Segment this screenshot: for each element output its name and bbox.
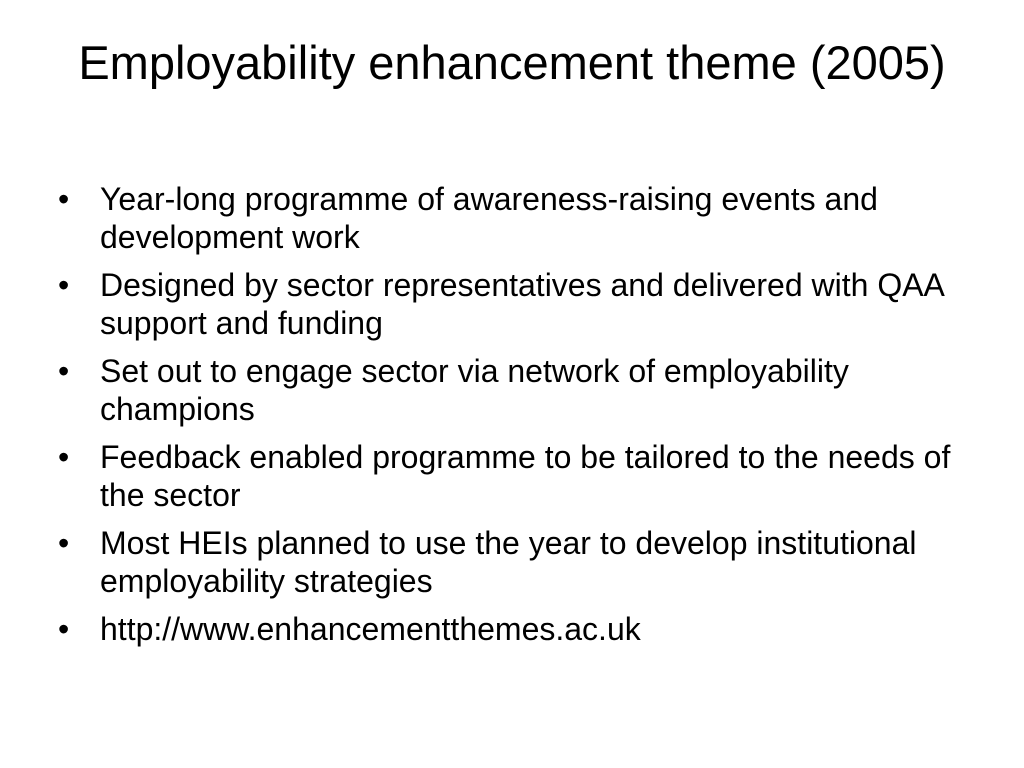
bullet-text: Set out to engage sector via network of employability champions [100,353,849,427]
bullet-text: Feedback enabled programme to be tailored to the needs of the sector [100,439,951,513]
bullet-item [56,610,976,648]
bullet-item [56,352,976,428]
bullet-item [56,180,976,256]
bullet-icon: • [58,267,70,303]
bullet-text: Year-long programme of awareness-raising events and development work [100,181,878,255]
url-text[interactable]: http://www.enhancementthemes.ac.uk [100,611,641,647]
bullet-item [56,266,976,342]
bullet-icon: • [58,181,70,217]
slide-title: Employability enhancement theme (2005) [78,36,946,89]
bullet-icon: • [58,525,70,561]
bullet-item [56,438,976,514]
bullet-icon: • [58,353,70,389]
bullet-text: Most HEIs planned to use the year to develop institutional employability strategies [100,525,917,599]
bullet-text: Designed by sector representatives and delivered with QAA support and funding [100,267,944,341]
bullet-item [56,524,976,600]
bullet-icon: • [58,611,70,647]
bullet-icon: • [58,439,70,475]
bullet-list [56,180,976,658]
